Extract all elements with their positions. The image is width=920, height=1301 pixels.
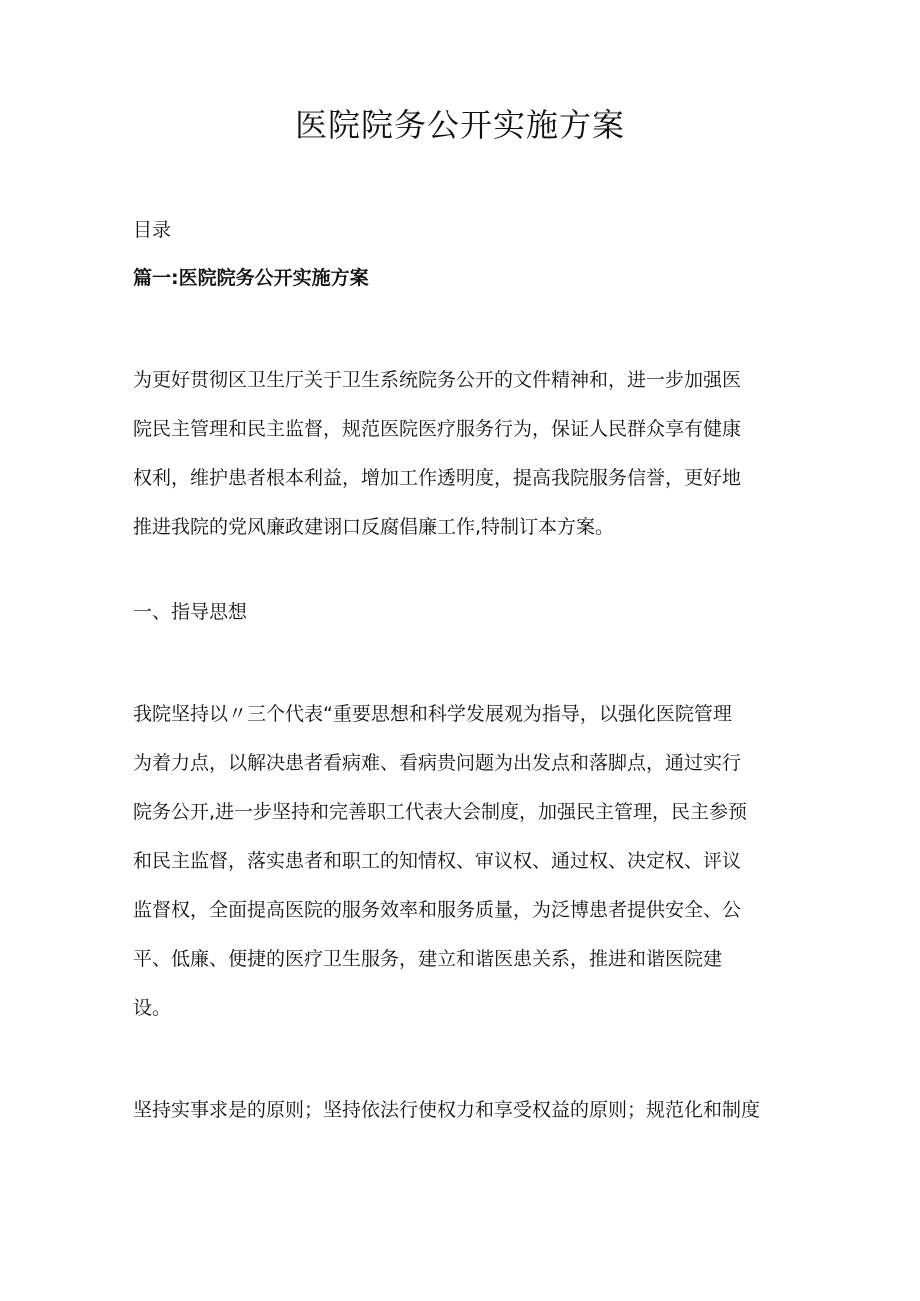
section-heading-guiding: 一、指导思想 (133, 601, 248, 623)
paragraph-line: 为更好贯彻区卫生厅关于卫生系统院务公开的文件精神和，进一步加强医 (133, 369, 742, 391)
toc-heading: 目录 (133, 219, 172, 241)
paragraph-line: 和民主监督，落实患者和职工的知情权、审议权、通过权、决定权、评议 (133, 850, 742, 872)
toc-item: 篇一:医院院务公开实施方案 (133, 267, 369, 289)
paragraph-line: 设。 (133, 997, 172, 1019)
principles-paragraph (133, 1096, 798, 1145)
paragraph-line: 院务公开,进一步坚持和完善职工代表大会制度，加强民主管理，民主参预 (133, 801, 748, 823)
guiding-paragraph (133, 700, 798, 1043)
intro-paragraph (133, 366, 798, 562)
paragraph-line: 我院坚持以〃三个代表“重要思想和科学发展观为指导，以强化医院管理 (133, 703, 732, 725)
paragraph-line: 平、低廉、便捷的医疗卫生服务，建立和谐医患关系，推进和谐医院建 (133, 948, 723, 970)
paragraph-line: 为着力点，以解决患者看病难、看病贵问题为出发点和落脚点，通过实行 (133, 752, 742, 774)
paragraph-line: 权利，维护患者根本利益，增加工作透明度，提高我院服务信誉，更好地 (133, 467, 742, 489)
paragraph-line: 院民主管理和民主监督，规范医院医疗服务行为，保证人民群众享有健康 (133, 418, 742, 440)
document-title: 医院院务公开实施方案 (294, 106, 625, 144)
paragraph-line: 坚持实事求是的原则；坚持依法行使权力和享受权益的原则；规范化和制度 (133, 1099, 761, 1121)
paragraph-line: 监督权，全面提高医院的服务效率和服务质量，为泛博患者提供安全、公 (133, 899, 742, 921)
paragraph-line: 推进我院的党风廉政建诩口反腐倡廉工作,特制订本方案。 (133, 516, 615, 538)
